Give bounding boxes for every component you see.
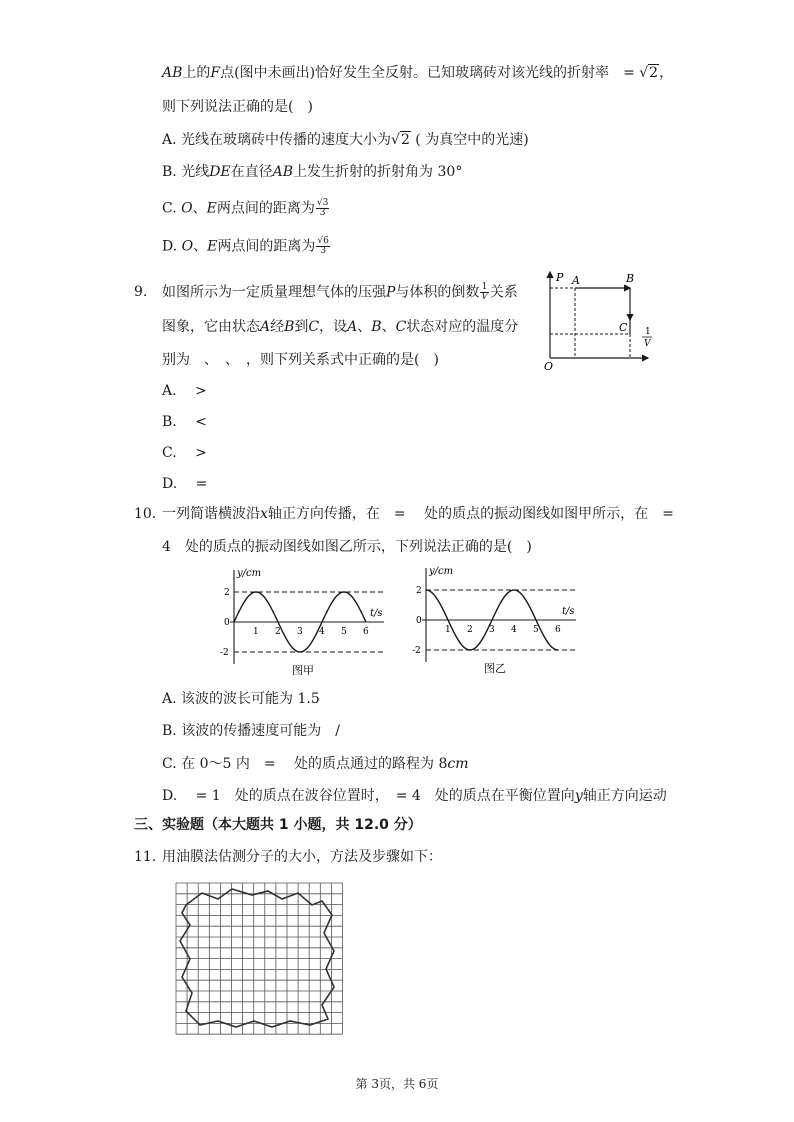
denominator: 3 bbox=[319, 208, 326, 218]
label-inv-den: V bbox=[644, 339, 651, 349]
q8-option-c bbox=[162, 199, 330, 218]
text-frag: D. = 1 处的质点在波谷位置时， = 4 处的质点在平衡位置向 bbox=[162, 788, 575, 804]
text-frag: 两点间的距离为 bbox=[216, 200, 315, 217]
text-frag: ， bbox=[659, 65, 674, 81]
text-frag: 、 bbox=[192, 200, 207, 217]
x-tick-label: 1 bbox=[445, 625, 451, 635]
chart-title: 图甲 bbox=[292, 664, 314, 676]
y-tick-label: -2 bbox=[220, 648, 229, 658]
text-o: O bbox=[181, 200, 193, 217]
q10-option-d bbox=[162, 787, 667, 805]
text-b: B bbox=[371, 319, 382, 335]
q9-option-d: D. = bbox=[162, 476, 208, 492]
q9-option-a: A. > bbox=[162, 383, 207, 399]
text-frag: 在直径 bbox=[230, 164, 273, 180]
y-axis-label: y/cm bbox=[429, 566, 454, 577]
text-frag: 经 bbox=[270, 319, 285, 335]
y-tick-label: 0 bbox=[416, 616, 422, 626]
fraction bbox=[316, 237, 329, 256]
text-ab: AB bbox=[162, 65, 183, 81]
numerator: √6 bbox=[317, 236, 329, 246]
x-tick-label: 5 bbox=[533, 625, 539, 635]
text-de: DE bbox=[209, 164, 231, 180]
x-tick-label: 1 bbox=[253, 627, 259, 637]
text-o: O bbox=[181, 238, 194, 255]
equals-sign: = bbox=[623, 65, 635, 81]
q10-option-c bbox=[162, 755, 469, 773]
sqrt-2: √2 bbox=[639, 65, 659, 81]
text-y: y bbox=[574, 788, 583, 804]
q9-line-3: 别为 、 、 ，则下列关系式中正确的是( ) bbox=[162, 352, 439, 368]
text-e: E bbox=[207, 238, 218, 255]
q9-pv-diagram bbox=[540, 268, 660, 373]
x-tick-label: 2 bbox=[275, 627, 281, 637]
chart-title: 图乙 bbox=[484, 662, 506, 674]
q10-line-2: 4 处的质点的振动图线如图乙所示，下列说法正确的是( ) bbox=[162, 539, 532, 555]
text-x: x bbox=[260, 506, 268, 522]
text-c: C bbox=[308, 319, 320, 335]
x-axis-label: t/s bbox=[370, 608, 383, 619]
text-e: E bbox=[206, 200, 217, 217]
section-3-heading: 三、实验题（本大题共 1 小题，共 12.0 分） bbox=[134, 817, 422, 833]
q8-option-a bbox=[162, 131, 529, 149]
text-frag: D. bbox=[162, 238, 178, 255]
text-c: C bbox=[395, 319, 407, 335]
grid-lines bbox=[176, 883, 343, 1034]
text-cm: cm bbox=[447, 756, 469, 772]
text-p: P bbox=[386, 284, 396, 301]
text-frag: 一列简谐横波沿 bbox=[162, 506, 260, 522]
y-axis-label: y/cm bbox=[237, 568, 262, 579]
wave-chart-jia bbox=[214, 564, 390, 676]
q10-line-1 bbox=[162, 505, 674, 523]
text-frag: 、 bbox=[193, 238, 208, 255]
q10-option-b: B. 该波的传播速度可能为 / bbox=[162, 723, 340, 739]
text-frag: 点(图中未画出)恰好发生全反射。已知玻璃砖对该光线的折射率 bbox=[220, 65, 610, 81]
x-tick-label: 4 bbox=[319, 627, 325, 637]
x-axis-label: t/s bbox=[562, 606, 575, 617]
wave-chart-yi bbox=[406, 562, 582, 674]
q10-option-a: A. 该波的波长可能为 1.5 bbox=[162, 691, 320, 707]
text-frag: 与体积的倒数 bbox=[395, 284, 480, 301]
q11-number: 11. bbox=[134, 849, 157, 865]
denominator: 3 bbox=[320, 246, 326, 256]
text-frag: ，设 bbox=[319, 319, 348, 335]
text-frag: 轴正方向传播，在 = 处的质点的振动图线如图甲所示，在 = bbox=[267, 506, 674, 522]
denominator: V bbox=[481, 292, 488, 302]
x-tick-label: 6 bbox=[555, 625, 561, 635]
y-tick-label: -2 bbox=[412, 646, 421, 656]
oil-film-outline bbox=[180, 889, 334, 1027]
sqrt-2: √2 bbox=[391, 132, 410, 148]
x-tick-label: 4 bbox=[511, 625, 517, 635]
q11-text: 用油膜法估测分子的大小，方法及步骤如下： bbox=[162, 849, 442, 865]
y-tick-label: 2 bbox=[224, 588, 230, 598]
x-tick-label: 5 bbox=[341, 627, 347, 637]
q9-option-b: B. < bbox=[162, 414, 207, 430]
label-b: B bbox=[626, 272, 635, 285]
q8-option-d bbox=[162, 237, 331, 256]
x-tick-label: 3 bbox=[297, 627, 303, 637]
oil-film-grid bbox=[172, 879, 347, 1035]
label-inv-num: 1 bbox=[645, 327, 651, 337]
radicand: 2 bbox=[400, 132, 410, 148]
q8-line-1 bbox=[162, 64, 673, 82]
text-f: F bbox=[210, 65, 221, 81]
q10-number: 10. bbox=[134, 506, 157, 522]
text-frag: 、 bbox=[381, 319, 396, 335]
text-frag: 到 bbox=[294, 319, 309, 335]
label-o: O bbox=[544, 360, 554, 373]
text-ab: AB bbox=[272, 164, 294, 180]
numerator: √3 bbox=[316, 198, 329, 208]
text-b: B bbox=[284, 319, 295, 335]
text-frag: 图象，它由状态 bbox=[162, 319, 260, 335]
q9-line-2 bbox=[162, 318, 518, 336]
text-a: A bbox=[347, 319, 358, 335]
q9-line-1 bbox=[162, 283, 518, 302]
label-a: A bbox=[572, 274, 580, 287]
text-frag: 轴正方向运动 bbox=[582, 788, 667, 804]
label-c: C bbox=[619, 321, 628, 334]
x-tick-label: 2 bbox=[467, 625, 473, 635]
text-frag: C. 在 0～5 内 = 处的质点通过的路程为 8 bbox=[162, 756, 448, 772]
text-frag: 上发生折射的折射角为 30° bbox=[293, 164, 463, 180]
x-tick-label: 3 bbox=[489, 625, 495, 635]
text-frag: 上的 bbox=[182, 65, 211, 81]
text-a: A bbox=[260, 319, 271, 335]
text-frag: 关系 bbox=[489, 284, 518, 301]
text-frag: ( 为真空中的光速) bbox=[410, 132, 529, 148]
y-tick-label: 0 bbox=[224, 618, 230, 628]
text-frag: 状态对应的温度分 bbox=[406, 319, 519, 335]
text-frag: 、 bbox=[357, 319, 372, 335]
radicand: 2 bbox=[649, 65, 659, 81]
y-tick-label: 2 bbox=[416, 586, 422, 596]
text-frag: 如图所示为一定质量理想气体的压强 bbox=[162, 284, 386, 301]
q8-line-2: 则下列说法正确的是( ) bbox=[162, 99, 313, 115]
q9-option-c: C. > bbox=[162, 445, 207, 461]
q9-number: 9. bbox=[134, 284, 148, 300]
q8-option-b bbox=[162, 163, 462, 181]
text-frag: C. bbox=[162, 200, 177, 217]
text-frag: 两点间的距离为 bbox=[217, 238, 316, 255]
fraction bbox=[316, 199, 329, 218]
fraction bbox=[480, 283, 489, 302]
label-p: P bbox=[556, 271, 564, 284]
text-frag: B. 光线 bbox=[162, 164, 210, 180]
x-tick-label: 6 bbox=[363, 627, 369, 637]
page-footer: 第 3页，共 6页 bbox=[355, 1077, 439, 1091]
text-frag: A. 光线在玻璃砖中传播的速度大小为 bbox=[162, 132, 392, 148]
numerator: 1 bbox=[481, 282, 488, 292]
